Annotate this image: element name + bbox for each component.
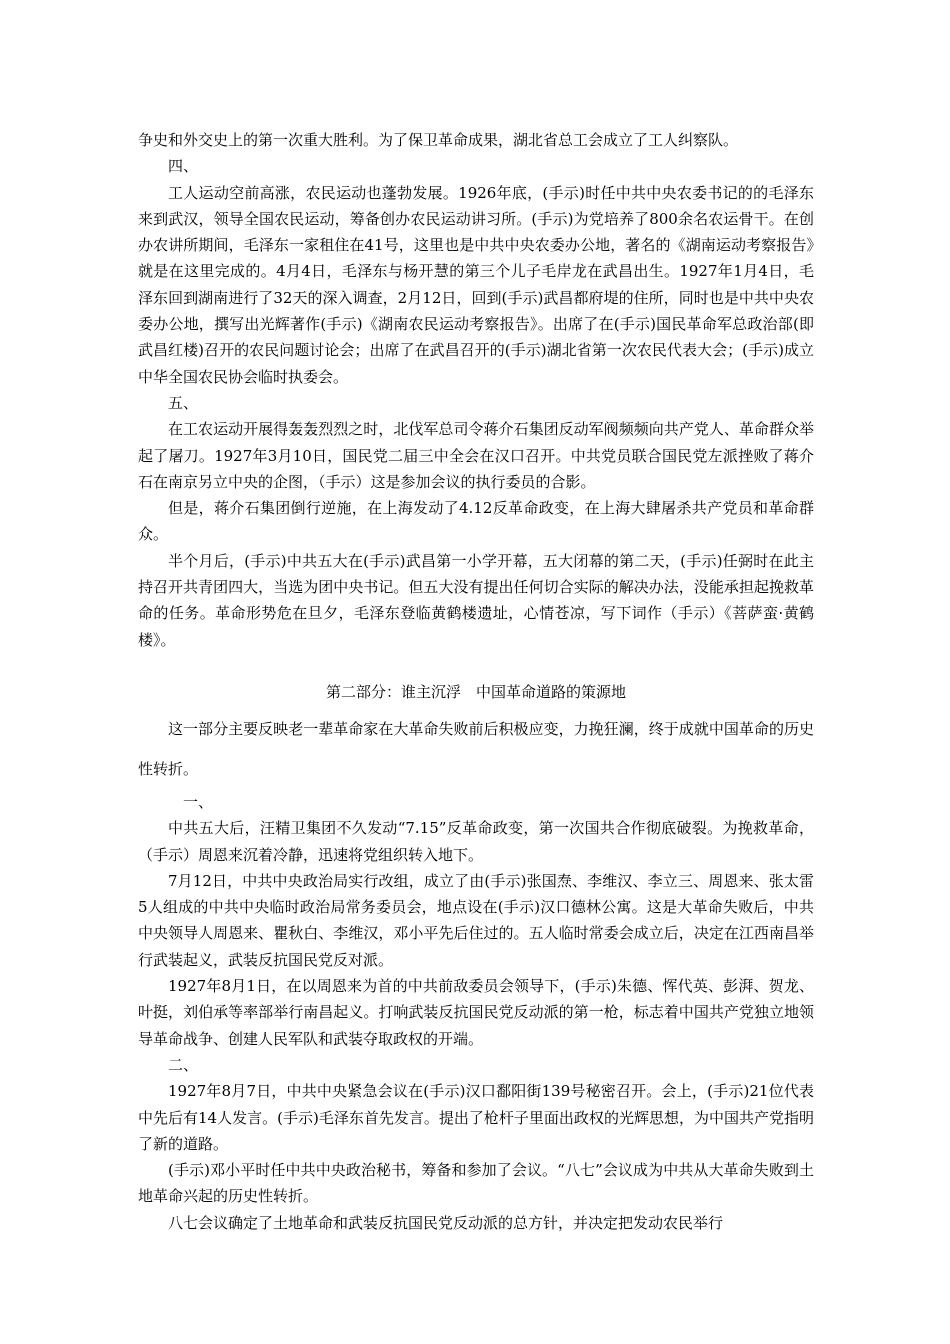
paragraph-part2-1a: 中共五大后，汪精卫集团不久发动“7.15”反革命政变，第一次国共合作彻底破裂。为挽救革命，（手示）周恩来沉着冷静，迅速将党组织转入地下。 (138, 819, 814, 864)
heading-section-5: 五、 (168, 393, 199, 412)
paragraph-part2-1c: 1927年8月1日，在以周恩来为首的中共前敌委员会领导下，(手示)朱德、恽代英、彭湃、贺龙、叶挺，刘伯承等率部举行南昌起义。打响武装反抗国民党反动派的第一枪，标志着中国共产党独立地领导革命战争、创建人民军队和武装夺取政权的开端。 (138, 977, 814, 1048)
heading-part2-section-1: 一、 (183, 792, 214, 811)
paragraph-section-5c: 半个月后，(手示)中共五大在(手示)武昌第一小学开幕，五大闭幕的第二天，(手示)任弼时在此主持召开共青团四大，当选为团中央书记。但五大没有提出任何切合实际的解决办法，没能承担起挽救革命的任务。革命形势危在旦夕，毛泽东登临黄鹤楼遗址，心情苍凉，写下词作（手示）《菩萨蛮·黄鹤楼》。 (138, 551, 814, 649)
paragraph-section-5b: 但是，蒋介石集团倒行逆施，在上海发动了4.12反革命政变，在上海大肆屠杀共产党员和革命群众。 (138, 499, 814, 544)
heading-part2-section-2: 二、 (168, 1055, 199, 1074)
document-body (138, 127, 814, 1236)
heading-section-4: 四、 (168, 157, 199, 176)
paragraph-section-5a: 在工农运动开展得轰轰烈烈之时，北伐军总司令蒋介石集团反动军阀频频向共产党人、革命群众举起了屠刀。1927年3月10日，国民党二届三中全会在汉口召开。中共党员联合国民党左派挫败了蒋介石在南京另立中央的企图，（手示）这是参加会议的执行委员的合影。 (138, 420, 814, 491)
paragraph-opening: 争史和外交史上的第一次重大胜利。为了保卫革命成果，湖北省总工会成立了工人纠察队。 (138, 131, 739, 149)
part2-title: 第二部分：谁主沉浮 中国革命道路的策源地 (325, 682, 626, 701)
paragraph-section-4: 工人运动空前高涨，农民运动也蓬勃发展。1926年底，(手示)时任中共中央农委书记的的毛泽东来到武汉，领导全国农民运动，筹备创办农民运动讲习所。(手示)为党培养了800余名农运骨干。在创办农讲所期间，毛泽东一家租住在41号，这里也是中共中央农委办公地，著名的《湖南运动考察报告》就是在这里完成的。4月4日，毛泽东与杨开慧的第三个儿子毛岸龙在武昌出生。1927年1月4日，毛泽东回到湖南进行了32天的深入调查，2月12日，回到(手示)武昌都府堤的住所，同时也是中共中央农委办公地，撰写出光辉著作(手示)《湖南农民运动考察报告》。出席了在(手示)国民革命军总政治部(即武昌红楼)召开的农民问题讨论会；出席了在武昌召开的(手示)湖北省第一次农民代表大会；(手示)成立中华全国农民协会临时执委会。 (138, 183, 814, 386)
paragraph-part2-2c: 八七会议确定了土地革命和武装反抗国民党反动派的总方针，并决定把发动农民举行 (168, 1213, 724, 1232)
paragraph-part2-2b: (手示)邓小平时任中共中央政治秘书，筹备和参加了会议。“八七”会议成为中共从大革命失败到土地革命兴起的历史性转折。 (138, 1161, 814, 1206)
paragraph-part2-2a: 1927年8月7日，中共中央紧急会议在(手示)汉口鄱阳街139号秘密召开。会上，(手示)21位代表中先后有14人发言。(手示)毛泽东首先发言。提出了枪杆子里面出政权的光辉思想，为中国共产党指明了新的道路。 (138, 1082, 814, 1153)
part2-intro: 这一部分主要反映老一辈革命家在大革命失败前后积极应变，力挽狂澜，终于成就中国革命的历史性转折。 (138, 719, 814, 778)
paragraph-part2-1b: 7月12日，中共中央政治局实行改组，成立了由(手示)张国焘、李维汉、李立三、周恩来、张太雷5人组成的中共中央临时政治局常务委员会，地点设在(手示)汉口德林公寓。这是大革命失败后，中共中央领导人周恩来、瞿秋白、李维汉，邓小平先后住过的。五人临时常委会成立后，决定在江西南昌举行武装起义，武装反抗国民党反对派。 (138, 871, 814, 969)
